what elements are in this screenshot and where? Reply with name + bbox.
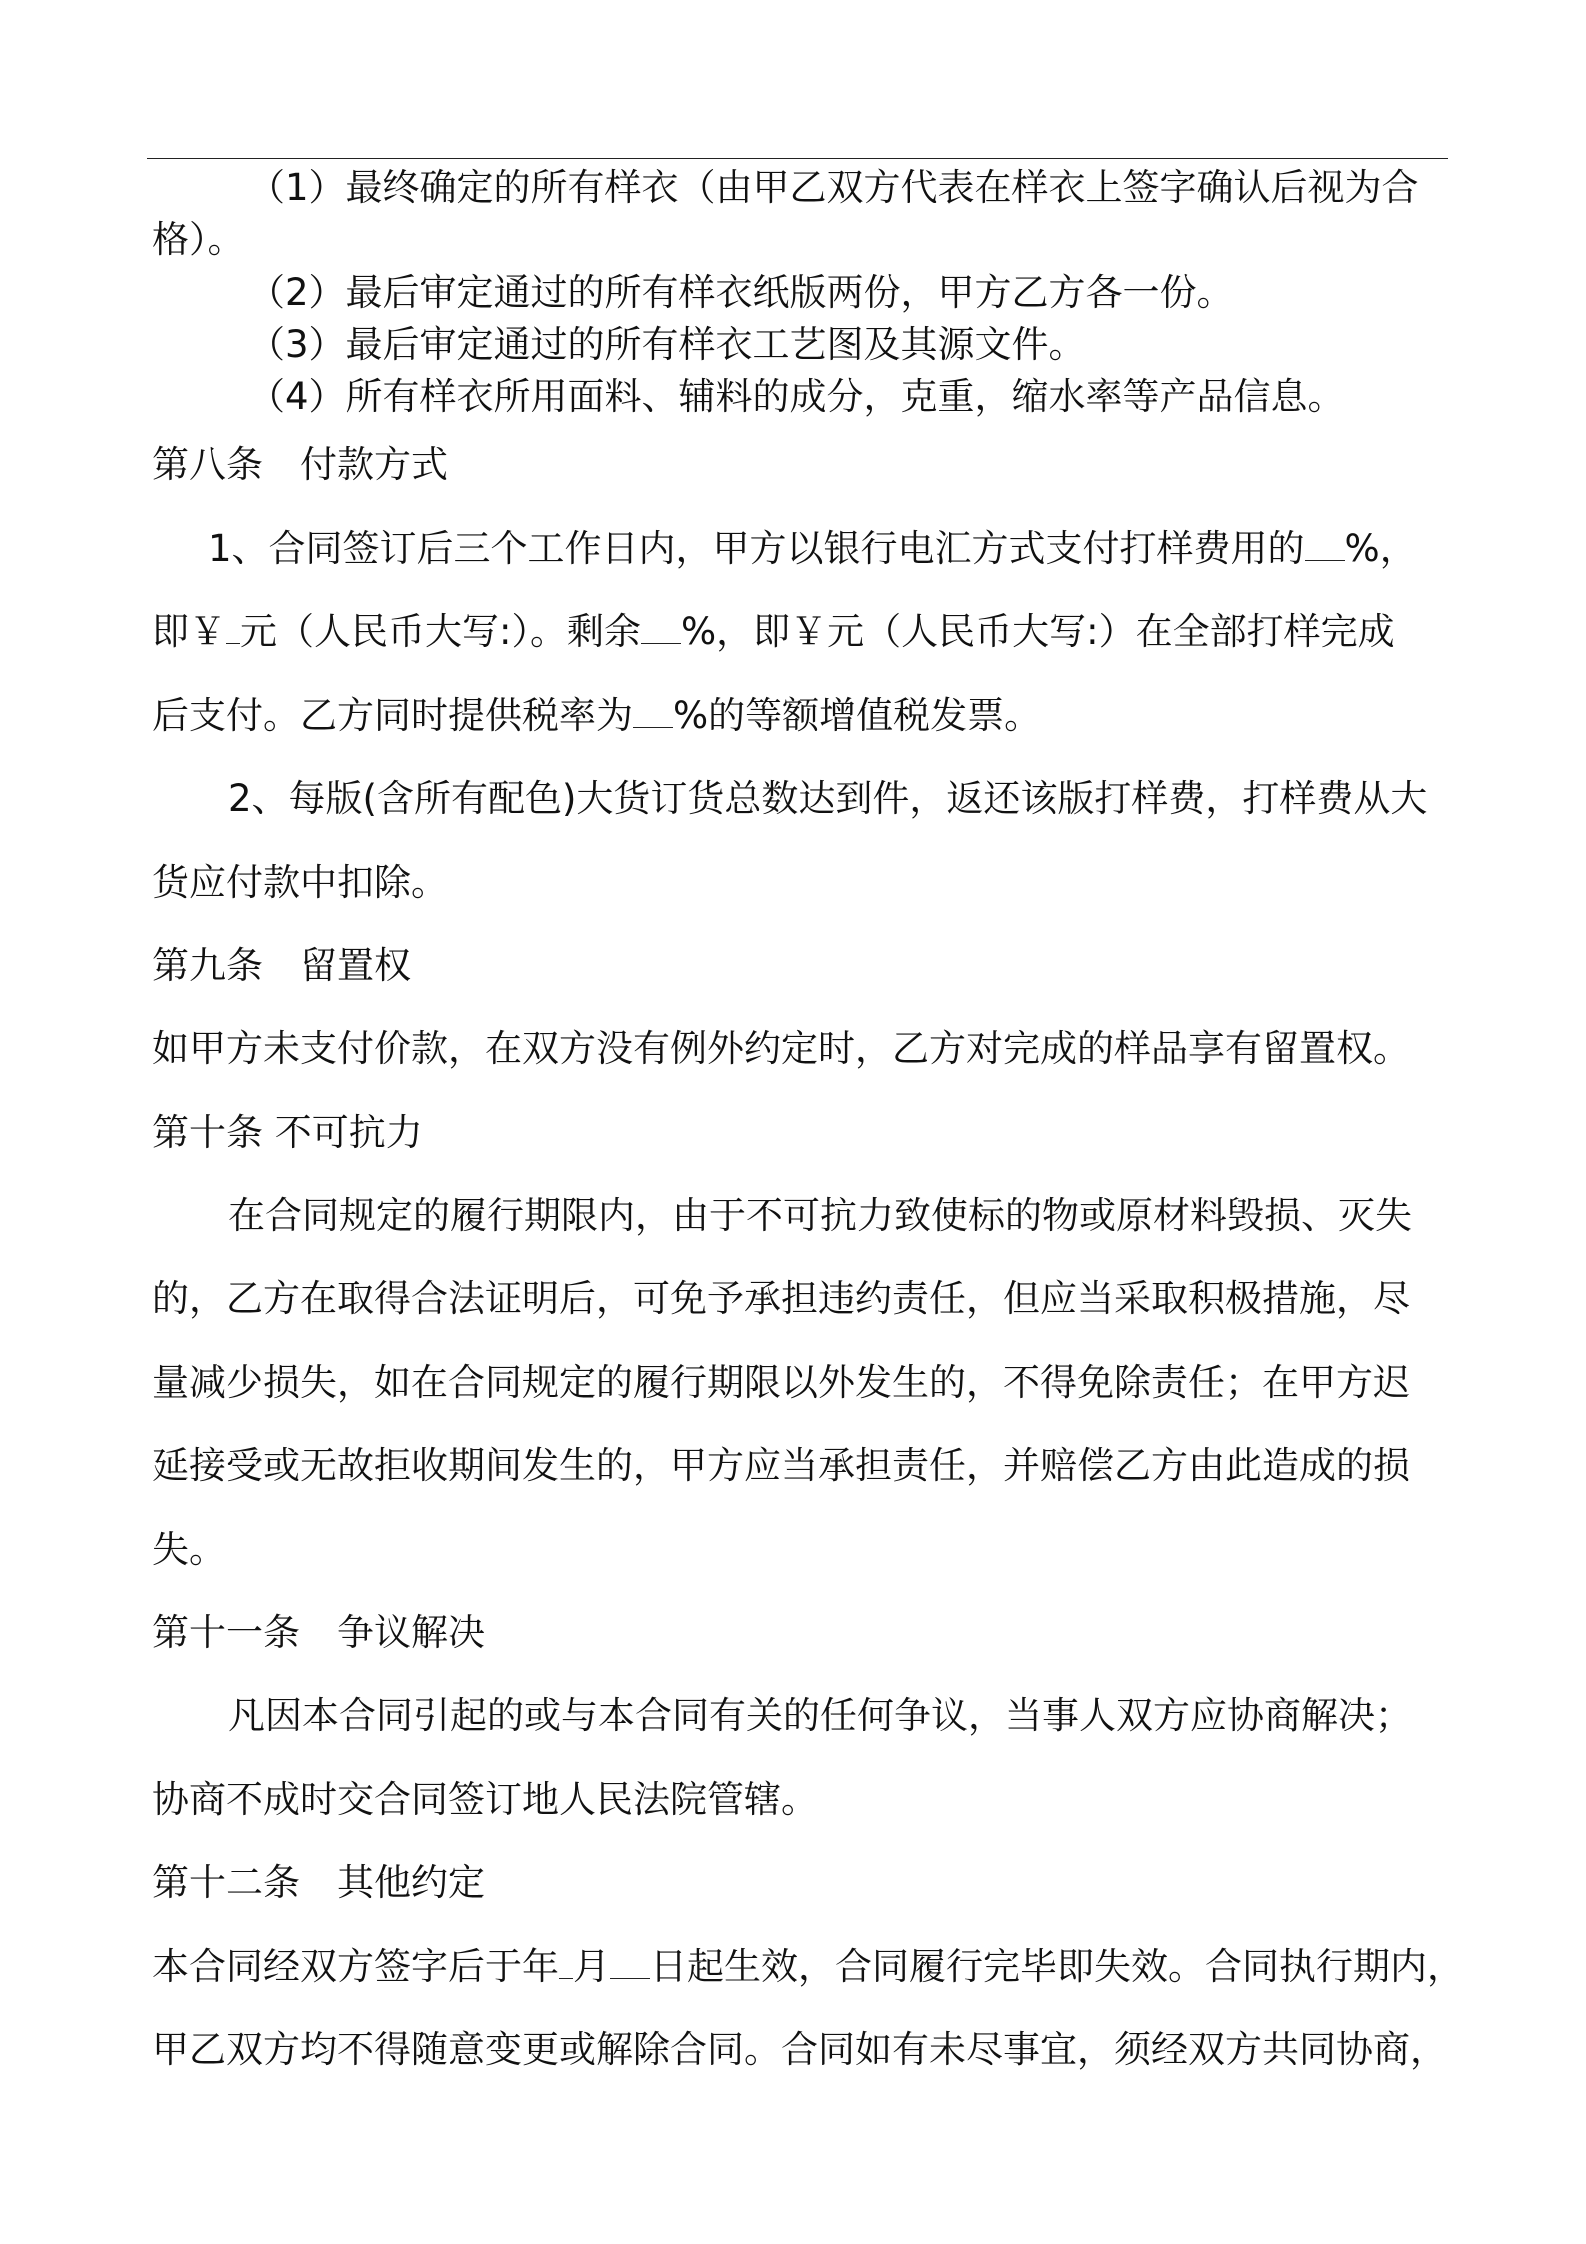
article-12-line-1: [152, 1945, 1464, 1989]
article-10-line-4: 延接受或无故拒收期间发生的，甲方应当承担责任，并赔偿乙方由此造成的损: [152, 1444, 1410, 1487]
text-segment: 即￥: [152, 610, 226, 653]
list-item-1-continued: 格）。: [152, 218, 245, 261]
list-item-2: （2）最后审定通过的所有样衣纸版两份，甲方乙方各一份。: [248, 271, 1234, 314]
article-10-line-1: 在合同规定的履行期限内，由于不可抗力致使标的物或原材料毁损、灭失: [228, 1194, 1412, 1237]
percent-blank: [641, 611, 681, 644]
text-segment: 日起生效，合同履行完毕即失效。合同执行期内，: [650, 1945, 1464, 1988]
article-8-para-2-line-2: 货应付款中扣除。: [152, 861, 448, 904]
article-12-heading: 第十二条 其他约定: [152, 1861, 485, 1904]
article-8-para-1-line-2: [152, 610, 1395, 654]
text-segment: 月: [573, 1945, 610, 1988]
text-segment: %的等额增值税发票。: [673, 694, 1042, 737]
list-item-1: （1）最终确定的所有样衣（由甲乙双方代表在样衣上签字确认后视为合: [248, 166, 1419, 209]
text-segment: 后支付。乙方同时提供税率为: [152, 694, 633, 737]
article-8-heading: 第八条 付款方式: [152, 443, 448, 486]
article-8-para-2-line-1: 2、每版(含所有配色)大货订货总数达到件，返还该版打样费，打样费从大: [228, 777, 1428, 820]
article-11-heading: 第十一条 争议解决: [152, 1611, 485, 1654]
text-segment: 元（人民币大写:）。剩余: [240, 610, 641, 653]
article-8-para-1-line-1: [208, 527, 1417, 571]
text-segment: 本合同经双方签字后于年: [152, 1945, 559, 1988]
header-rule: [147, 158, 1448, 159]
text-segment: %，即￥元（人民币大写:）在全部打样完成: [680, 610, 1395, 653]
list-item-3: （3）最后审定通过的所有样衣工艺图及其源文件。: [248, 323, 1086, 366]
article-8-para-1-line-3: [152, 694, 1041, 738]
percent-blank: [1305, 528, 1345, 561]
text-segment: %，: [1344, 527, 1417, 570]
text-segment: 1、合同签订后三个工作日内，甲方以银行电汇方式支付打样费用的: [208, 527, 1305, 570]
article-11-line-2: 协商不成时交合同签订地人民法院管辖。: [152, 1778, 818, 1821]
article-9-body: 如甲方未支付价款，在双方没有例外约定时，乙方对完成的样品享有留置权。: [152, 1027, 1410, 1070]
article-10-heading: 第十条 不可抗力: [152, 1111, 423, 1154]
article-11-line-1: 凡因本合同引起的或与本合同有关的任何争议，当事人双方应协商解决；: [228, 1694, 1412, 1737]
article-10-line-5: 失。: [152, 1528, 226, 1571]
day-blank: [610, 1946, 650, 1979]
year-blank: [559, 1946, 573, 1979]
article-9-heading: 第九条 留置权: [152, 944, 411, 987]
article-12-line-2: 甲乙双方均不得随意变更或解除合同。合同如有未尽事宜，须经双方共同协商，: [152, 2028, 1447, 2071]
article-10-line-2: 的，乙方在取得合法证明后，可免予承担违约责任，但应当采取积极措施，尽: [152, 1277, 1410, 1320]
article-10-line-3: 量减少损失，如在合同规定的履行期限以外发生的，不得免除责任；在甲方迟: [152, 1361, 1410, 1404]
list-item-4: （4）所有样衣所用面料、辅料的成分，克重，缩水率等产品信息。: [248, 375, 1345, 418]
amount-blank: [226, 611, 240, 644]
tax-rate-blank: [633, 695, 673, 728]
